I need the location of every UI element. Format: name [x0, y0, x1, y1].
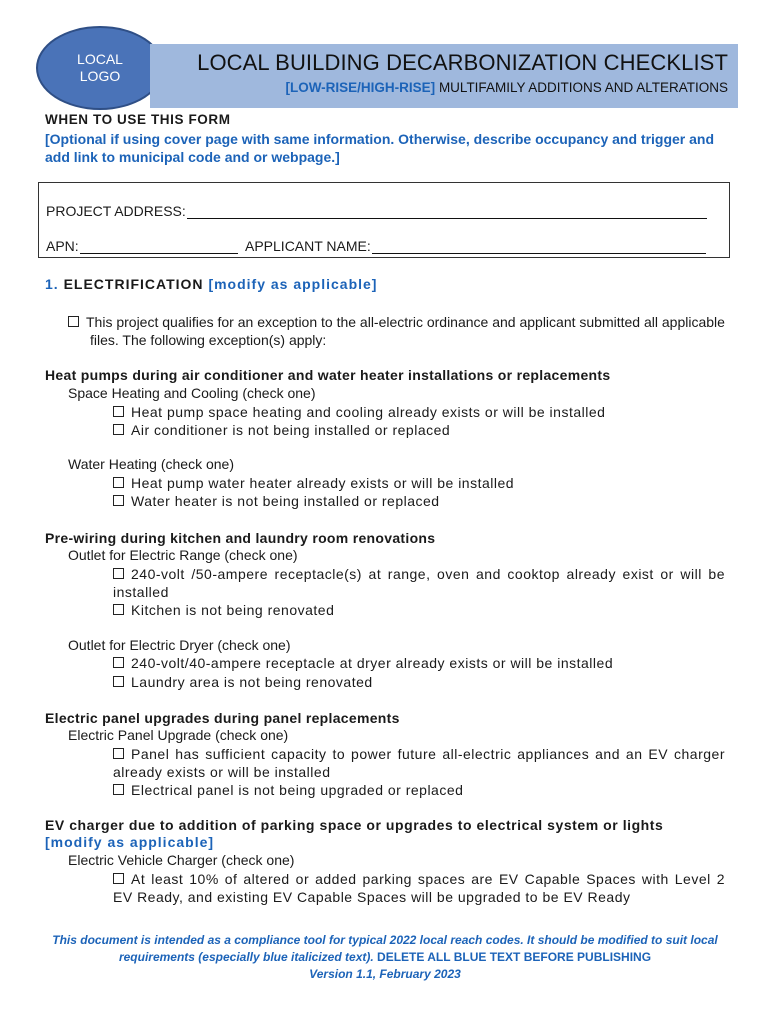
applicant-name-line[interactable] — [372, 238, 706, 254]
panel-checkbox-1[interactable] — [113, 748, 124, 759]
ev-charger-label: Electric Vehicle Charger (check one) — [68, 852, 295, 868]
water-heating-checkbox-2[interactable] — [113, 495, 124, 506]
local-logo — [36, 26, 164, 110]
dryer-outlet-option-1-text: 240-volt/40-ampere receptacle at dryer already exists or will be installed — [131, 655, 614, 671]
applicant-name-field[interactable] — [245, 238, 706, 254]
section-1-heading — [45, 276, 377, 292]
footer-italic-text: This document is intended as a compliance tool for typical 2022 local reach codes. It should be modified to suit local requirements (especially blue italicized text). — [52, 933, 718, 964]
applicant-name-label: APPLICANT NAME: — [245, 238, 371, 254]
water-heating-option-2 — [113, 492, 725, 510]
dryer-outlet-option-2-text: Laundry area is not being renovated — [131, 674, 373, 690]
footer-version — [0, 966, 770, 983]
ev-charger-modifier: [modify as applicable] — [45, 834, 215, 850]
ev-charger-checkbox-1[interactable] — [113, 873, 124, 884]
space-heating-option-2-text: Air conditioner is not being installed or replaced — [131, 422, 451, 438]
water-heating-checkbox-1[interactable] — [113, 477, 124, 488]
range-outlet-checkbox-1[interactable] — [113, 568, 124, 579]
footer-version-text: Version 1.1, February 2023 — [309, 967, 461, 981]
space-heating-label: Space Heating and Cooling (check one) — [68, 385, 316, 401]
exception-item — [68, 313, 748, 349]
exception-text: This project qualifies for an exception to the all-electric ordinance and applicant submitted all applicable files. The following exception(s) apply: — [86, 314, 725, 348]
when-to-use-heading: WHEN TO USE THIS FORM — [45, 112, 231, 127]
panel-upgrades-heading: Electric panel upgrades during panel replacements — [45, 710, 400, 726]
space-heating-option-2 — [113, 421, 725, 439]
footer-disclaimer — [40, 932, 730, 966]
section-1-title: ELECTRIFICATION — [63, 276, 204, 292]
apn-label: APN: — [46, 238, 79, 254]
page-subtitle — [285, 80, 728, 95]
panel-option-2-text: Electrical panel is not being upgraded or replaced — [131, 782, 464, 798]
dryer-outlet-checkbox-2[interactable] — [113, 676, 124, 687]
exception-checkbox[interactable] — [68, 316, 79, 327]
panel-option-1-text: Panel has sufficient capacity to power future all-electric appliances and an EV charger already exists or will be installed — [113, 746, 725, 780]
dryer-outlet-label: Outlet for Electric Dryer (check one) — [68, 637, 291, 653]
dryer-outlet-option-2 — [113, 673, 725, 691]
logo-line-1: LOCAL — [77, 51, 123, 67]
project-info-box — [38, 182, 730, 258]
panel-option-2 — [113, 781, 725, 799]
subtitle-text: MULTIFAMILY ADDITIONS AND ALTERATIONS — [435, 80, 728, 95]
page-title: LOCAL BUILDING DECARBONIZATION CHECKLIST — [197, 50, 728, 75]
water-heating-option-2-text: Water heater is not being installed or replaced — [131, 493, 440, 509]
range-outlet-option-1-text: 240-volt /50-ampere receptacle(s) at range, oven and cooktop already exist or will be installed — [113, 566, 725, 600]
range-outlet-option-2-text: Kitchen is not being renovated — [131, 602, 335, 618]
section-1-modifier: [modify as applicable] — [208, 276, 378, 292]
project-address-field[interactable] — [46, 203, 707, 219]
subtitle-building-type: [LOW-RISE/HIGH-RISE] — [285, 80, 436, 95]
dryer-outlet-checkbox-1[interactable] — [113, 657, 124, 668]
range-outlet-option-2 — [113, 601, 725, 619]
footer-delete-notice: DELETE ALL BLUE TEXT BEFORE PUBLISHING — [373, 950, 652, 964]
range-outlet-checkbox-2[interactable] — [113, 604, 124, 615]
dryer-outlet-option-1 — [113, 654, 725, 672]
ev-charger-option-1-text: At least 10% of altered or added parking spaces are EV Capable Spaces with Level 2 EV Ready, and existing EV Capable Spaces will be upgraded to be EV Ready — [113, 871, 725, 905]
when-to-use-note: [Optional if using cover page with same information. Otherwise, describe occupancy and trigger and add link to municipal code and or webpage.] — [45, 131, 715, 165]
water-heating-label: Water Heating (check one) — [68, 456, 234, 472]
panel-upgrade-label: Electric Panel Upgrade (check one) — [68, 727, 289, 743]
water-heating-option-1-text: Heat pump water heater already exists or will be installed — [131, 475, 515, 491]
title-bar — [150, 44, 738, 108]
space-heating-checkbox-1[interactable] — [113, 406, 124, 417]
panel-checkbox-2[interactable] — [113, 784, 124, 795]
panel-option-1 — [113, 745, 725, 781]
section-1-number: 1. — [45, 276, 59, 292]
space-heating-option-1 — [113, 403, 725, 421]
prewiring-heading: Pre-wiring during kitchen and laundry room renovations — [45, 530, 436, 546]
apn-line[interactable] — [80, 238, 238, 254]
water-heating-option-1 — [113, 474, 725, 492]
range-outlet-option-1 — [113, 565, 725, 601]
ev-charger-option-1 — [113, 870, 725, 906]
project-address-line[interactable] — [187, 203, 707, 219]
space-heating-option-1-text: Heat pump space heating and cooling already exists or will be installed — [131, 404, 606, 420]
project-address-label: PROJECT ADDRESS: — [46, 203, 186, 219]
ev-charger-heading: EV charger due to addition of parking space or upgrades to electrical system or lights — [45, 817, 664, 833]
footer-note — [0, 932, 770, 983]
range-outlet-label: Outlet for Electric Range (check one) — [68, 547, 298, 563]
heat-pumps-heading: Heat pumps during air conditioner and water heater installations or replacements — [45, 367, 611, 383]
space-heating-checkbox-2[interactable] — [113, 424, 124, 435]
logo-line-2: LOGO — [79, 68, 121, 84]
apn-field[interactable] — [46, 238, 238, 254]
